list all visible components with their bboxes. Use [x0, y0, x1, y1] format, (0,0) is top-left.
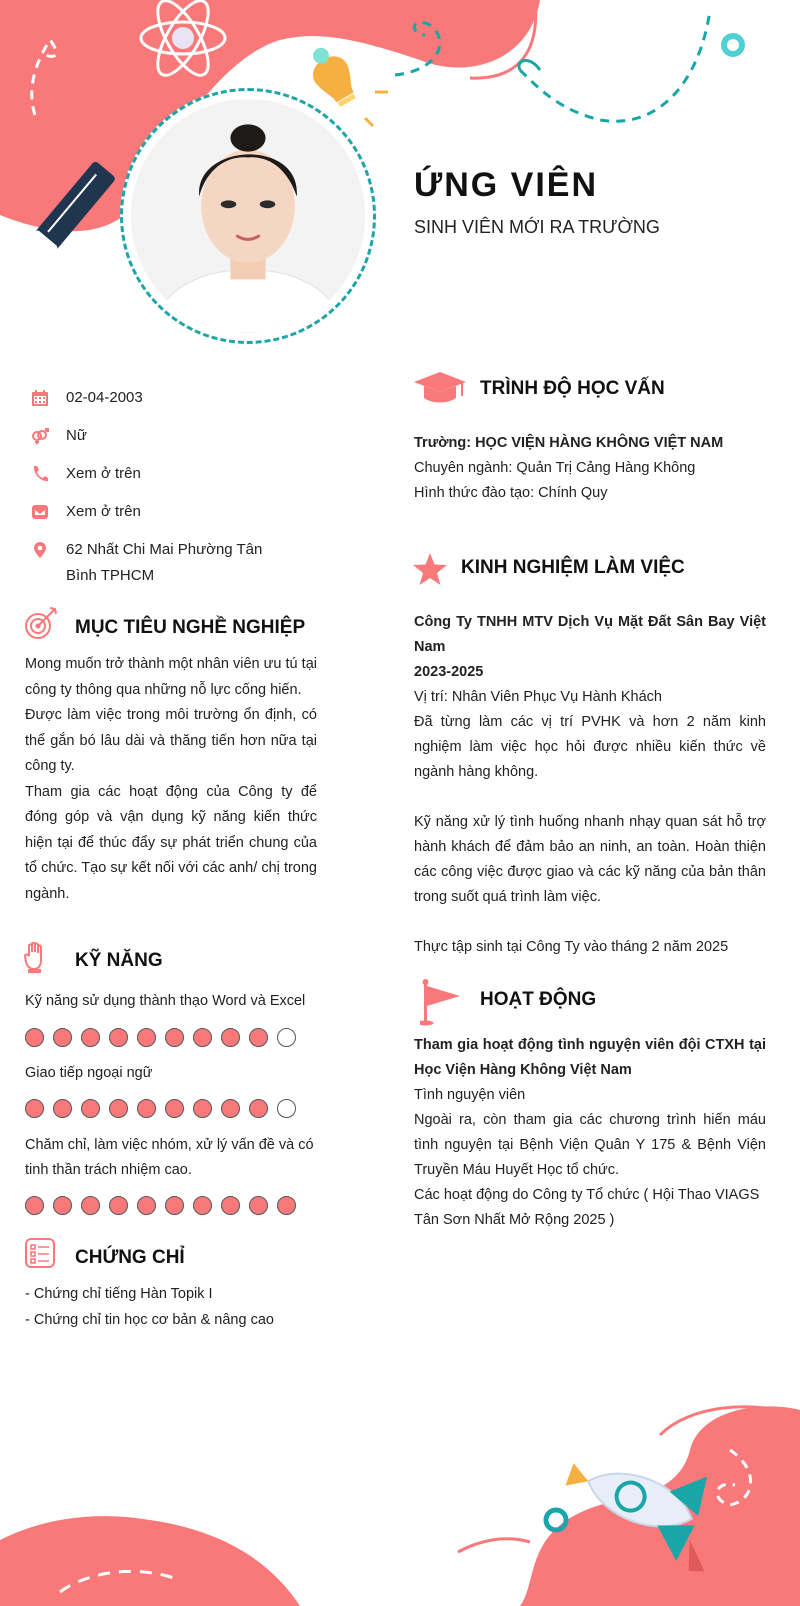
- location-icon: [30, 537, 50, 563]
- activities-title: HOẠT ĐỘNG: [480, 989, 597, 1010]
- activities-details: [414, 1033, 766, 1233]
- rating-dot-filled: [25, 1196, 44, 1215]
- rating-dot-filled: [165, 1028, 184, 1047]
- rating-dot-filled: [193, 1196, 212, 1215]
- rating-dot-filled: [53, 1099, 72, 1118]
- rating-dot-filled: [81, 1028, 100, 1047]
- education-title: TRÌNH ĐỘ HỌC VẤN: [480, 378, 665, 399]
- rating-dot-filled: [221, 1099, 240, 1118]
- education-details: [414, 431, 766, 506]
- contact-birthdate: [30, 385, 330, 411]
- rating-dot-filled: [193, 1028, 212, 1047]
- target-icon: [24, 606, 58, 640]
- rating-dot-filled: [25, 1028, 44, 1047]
- certificate-item: - Chứng chỉ tiếng Hàn Topik I: [25, 1286, 213, 1302]
- skill-label: Giao tiếp ngoại ngữ: [25, 1065, 153, 1081]
- phone-icon: [30, 461, 50, 487]
- skill-label: Chăm chỉ, làm việc nhóm, xử lý vấn đề và có tinh thần trách nhiệm cao.: [25, 1137, 314, 1178]
- experience-title: KINH NGHIỆM LÀM VIỆC: [461, 557, 685, 578]
- objective-title: MỤC TIÊU NGHỀ NGHIỆP: [75, 617, 306, 638]
- skills-title: KỸ NĂNG: [75, 950, 163, 971]
- certificates-title: CHỨNG CHỈ: [75, 1247, 185, 1268]
- rating-dot-filled: [165, 1099, 184, 1118]
- rating-dot-filled: [137, 1099, 156, 1118]
- gender-icon: [30, 423, 50, 449]
- checklist-icon: [24, 1237, 56, 1269]
- contact-email: [30, 499, 330, 525]
- activity-description: Các hoạt động do Công ty Tổ chức ( Hội Thao VIAGS Tân Sơn Nhất Mở Rộng 2025 ): [414, 1187, 760, 1228]
- rating-dot-filled: [249, 1028, 268, 1047]
- skill-rating: [25, 1099, 305, 1118]
- profile-photo-frame: [120, 88, 376, 344]
- spacer: [414, 910, 766, 935]
- rating-dot-filled: [249, 1196, 268, 1215]
- education-mode: Hình thức đào tạo: Chính Quy: [414, 485, 608, 501]
- skill-rating: [25, 1028, 305, 1047]
- rating-dot-filled: [137, 1028, 156, 1047]
- candidate-subtitle: SINH VIÊN MỚI RA TRƯỜNG: [414, 217, 660, 237]
- certificate-item: - Chứng chỉ tin học cơ bản & nâng cao: [25, 1311, 274, 1328]
- activity-org: Tham gia hoạt động tình nguyện viên đội CTXH tại Học Viện Hàng Không Việt Nam: [414, 1037, 766, 1078]
- candidate-name: ỨNG VIÊN: [414, 166, 599, 204]
- rating-dot-filled: [109, 1196, 128, 1215]
- education-school: Trường: HỌC VIỆN HÀNG KHÔNG VIỆT NAM: [414, 435, 724, 451]
- address-text: 62 Nhất Chi Mai Phường Tân Bình TPHCM: [66, 541, 263, 584]
- experience-description: Đã từng làm các vị trí PVHK và hơn 2 năm kinh nghiệm làm việc học hỏi được nhiều kiến thức về ngành hàng không.: [414, 714, 766, 780]
- experience-position: Vị trí: Nhân Viên Phục Vụ Hành Khách: [414, 689, 662, 705]
- objective-paragraph: Được làm việc trong môi trường ổn định, có thể gắn bó lâu dài và thăng tiến hơn nữa tại công ty.: [25, 707, 317, 774]
- experience-details: [414, 610, 766, 960]
- skill-label: Kỹ năng sử dụng thành thạo Word và Excel: [25, 993, 306, 1009]
- star-icon: [412, 552, 448, 586]
- rating-dot-empty: [277, 1028, 296, 1047]
- rating-dot-empty: [277, 1099, 296, 1118]
- objective-paragraph: Mong muốn trở thành một nhân viên ưu tú tại công ty thông qua những nỗ lực cống hiến.: [25, 656, 317, 698]
- objective-paragraph: Tham gia các hoạt động của Công ty để đóng góp và vận dụng kỹ năng kiến thức hiện tại để thúc đẩy sự phát triển chung của tổ chức. Tạo sự kết nối với các anh/ chị trong ngành.: [25, 783, 317, 902]
- rating-dot-filled: [81, 1099, 100, 1118]
- graduation-cap-icon: [412, 370, 468, 406]
- contact-address: [30, 537, 330, 589]
- rating-dot-filled: [193, 1099, 212, 1118]
- contact-list: [30, 385, 330, 601]
- activity-role: Tình nguyện viên: [414, 1087, 526, 1103]
- rating-dot-filled: [221, 1028, 240, 1047]
- email-text: Xem ở trên: [66, 503, 141, 520]
- contact-phone: [30, 461, 330, 487]
- education-major: Chuyên ngành: Quản Trị Cảng Hàng Không: [414, 460, 696, 476]
- rating-dot-filled: [109, 1099, 128, 1118]
- calendar-icon: [30, 385, 50, 411]
- birthdate-text: 02-04-2003: [66, 389, 143, 406]
- objective-text: [25, 652, 317, 907]
- rating-dot-filled: [25, 1099, 44, 1118]
- lightbulb-icon: [301, 40, 364, 112]
- activity-description: Ngoài ra, còn tham gia các chương trình hiến máu tình nguyện tại Bệnh Viện Quân Y 175 & Bệnh Viện Truyền Máu Huyết Học tổ chức.: [414, 1112, 766, 1178]
- rating-dot-filled: [249, 1099, 268, 1118]
- hand-icon: [24, 942, 48, 974]
- rating-dot-filled: [109, 1028, 128, 1047]
- rating-dot-filled: [221, 1196, 240, 1215]
- experience-company: Công Ty TNHH MTV Dịch Vụ Mặt Đất Sân Bay Việt Nam: [414, 614, 766, 655]
- flag-icon: [420, 978, 462, 1026]
- rating-dot-filled: [81, 1196, 100, 1215]
- rating-dot-filled: [137, 1196, 156, 1215]
- rating-dot-filled: [165, 1196, 184, 1215]
- experience-period: 2023-2025: [414, 664, 484, 680]
- gender-text: Nữ: [66, 427, 87, 444]
- email-icon: [30, 499, 50, 525]
- certificates-list: [25, 1282, 325, 1333]
- rating-dot-filled: [277, 1196, 296, 1215]
- spacer: [414, 785, 766, 810]
- contact-gender: [30, 423, 330, 449]
- skill-rating: [25, 1196, 305, 1215]
- profile-photo: [131, 99, 365, 333]
- rating-dot-filled: [53, 1196, 72, 1215]
- experience-description: Kỹ năng xử lý tình huống nhanh nhạy quan sát hỗ trợ hành khách để đảm bảo an ninh, an toàn. Hoàn thiện các công việc được giao và các kỹ năng của bản thân trong suốt quá trình làm việc.: [414, 814, 766, 905]
- rating-dot-filled: [53, 1028, 72, 1047]
- phone-text: Xem ở trên: [66, 465, 141, 482]
- experience-description: Thực tập sinh tại Công Ty vào tháng 2 năm 2025: [414, 939, 729, 955]
